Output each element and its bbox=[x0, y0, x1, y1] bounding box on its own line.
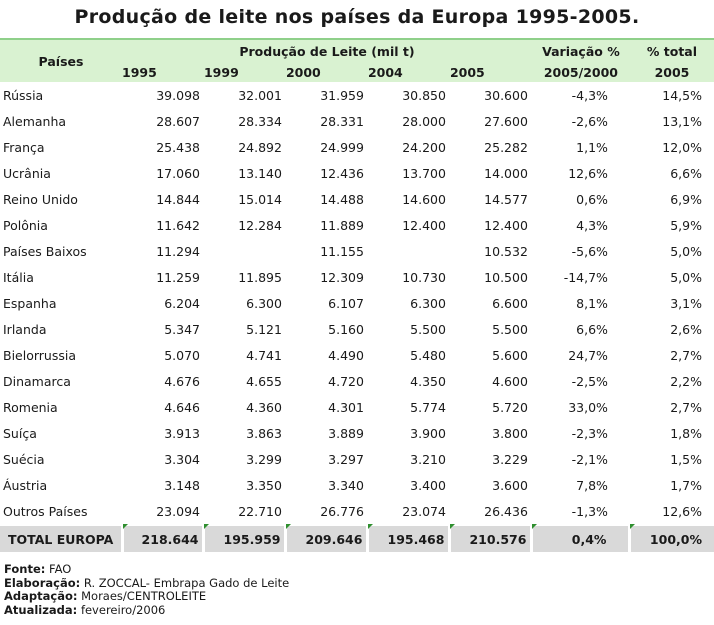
value-2005: 27.600 bbox=[484, 113, 528, 129]
value-2004: 5.774 bbox=[410, 399, 446, 415]
footer-adaptacao-value: Moraes/CENTROLEITE bbox=[81, 589, 207, 603]
value-2000: 11.155 bbox=[320, 243, 364, 259]
table-row bbox=[0, 108, 714, 134]
value-1995: 4.676 bbox=[164, 373, 200, 389]
value-2000: 28.331 bbox=[320, 113, 364, 129]
table-row bbox=[0, 420, 714, 446]
value-2005: 30.600 bbox=[484, 87, 528, 103]
value-1995: 3.913 bbox=[164, 425, 200, 441]
footer-adaptacao-label: Adaptação: bbox=[4, 589, 78, 603]
country-name: Espanha bbox=[3, 295, 57, 311]
page-title: Produção de leite nos países da Europa 1995-2005. bbox=[74, 6, 640, 28]
percent-total-value: 5,9% bbox=[670, 217, 702, 233]
value-2000: 3.297 bbox=[328, 451, 364, 467]
variacao-value: 8,1% bbox=[576, 295, 608, 311]
value-2004: 3.400 bbox=[410, 477, 446, 493]
country-name: Suécia bbox=[3, 451, 45, 467]
value-1995: 25.438 bbox=[156, 139, 200, 155]
country-name: Ucrânia bbox=[3, 165, 51, 181]
value-2000: 6.107 bbox=[328, 295, 364, 311]
value-2005: 10.500 bbox=[484, 269, 528, 285]
footer-fonte bbox=[4, 563, 289, 577]
variacao-value: 4,3% bbox=[576, 217, 608, 233]
footer-elaboracao-value: R. ZOCCAL- Embrapa Gado de Leite bbox=[83, 575, 290, 590]
table-row bbox=[0, 472, 714, 498]
table-row bbox=[0, 498, 714, 525]
value-2004: 10.730 bbox=[402, 269, 446, 285]
value-1995: 3.304 bbox=[164, 451, 200, 467]
value-2004: 24.200 bbox=[402, 139, 446, 155]
value-2000: 4.720 bbox=[328, 373, 364, 389]
value-2004: 5.480 bbox=[410, 347, 446, 363]
total-1995: 218.644 bbox=[122, 525, 204, 552]
total-percent: 100,0% bbox=[630, 525, 714, 552]
table-row bbox=[0, 134, 714, 160]
value-1995: 23.094 bbox=[156, 503, 200, 519]
header-year-1999: 1999 bbox=[204, 62, 286, 82]
total-2004: 195.468 bbox=[368, 525, 450, 552]
variacao-value: -14,7% bbox=[563, 269, 608, 285]
variacao-value: -2,5% bbox=[571, 373, 608, 389]
table-body bbox=[0, 82, 714, 525]
value-2004 bbox=[368, 238, 450, 264]
value-2005: 5.500 bbox=[492, 321, 528, 337]
value-2004: 6.300 bbox=[410, 295, 446, 311]
country-name: Rússia bbox=[3, 87, 44, 103]
variacao-value: -2,6% bbox=[571, 113, 608, 129]
value-1999 bbox=[204, 238, 286, 264]
percent-total-value: 6,9% bbox=[670, 191, 702, 207]
value-2000: 12.309 bbox=[320, 269, 364, 285]
header-producao: Produção de Leite (mil t) bbox=[122, 39, 532, 62]
value-2000: 5.160 bbox=[328, 321, 364, 337]
percent-total-value: 14,5% bbox=[662, 87, 702, 103]
country-name: Dinamarca bbox=[3, 373, 71, 389]
total-label: TOTAL EUROPA bbox=[0, 525, 122, 552]
variacao-value: 12,6% bbox=[568, 165, 608, 181]
variacao-value: 24,7% bbox=[568, 347, 608, 363]
country-name: Alemanha bbox=[3, 113, 67, 129]
country-name: Reino Unido bbox=[3, 191, 78, 207]
value-1999: 15.014 bbox=[238, 191, 282, 207]
value-1995: 4.646 bbox=[164, 399, 200, 415]
value-2000: 11.889 bbox=[320, 217, 364, 233]
variacao-value: 33,0% bbox=[568, 399, 608, 415]
total-2005: 210.576 bbox=[450, 525, 532, 552]
value-2000: 4.490 bbox=[328, 347, 364, 363]
table-header bbox=[0, 39, 714, 82]
header-row-1 bbox=[0, 39, 714, 62]
value-1995: 28.607 bbox=[156, 113, 200, 129]
country-name: Bielorrussia bbox=[3, 347, 76, 363]
header-year-1995: 1995 bbox=[122, 62, 204, 82]
variacao-value: 7,8% bbox=[576, 477, 608, 493]
value-2005: 14.000 bbox=[484, 165, 528, 181]
variacao-value: 0,6% bbox=[576, 191, 608, 207]
header-year-2004: 2004 bbox=[368, 62, 450, 82]
value-2000: 14.488 bbox=[320, 191, 364, 207]
value-2004: 3.210 bbox=[410, 451, 446, 467]
header-variacao-period: 2005/2000 bbox=[532, 62, 630, 82]
footer-notes bbox=[4, 563, 289, 617]
table-row bbox=[0, 264, 714, 290]
percent-total-value: 2,7% bbox=[670, 399, 702, 415]
value-1999: 13.140 bbox=[238, 165, 282, 181]
table-row bbox=[0, 316, 714, 342]
header-total: % total bbox=[630, 39, 714, 62]
value-2000: 3.340 bbox=[328, 477, 364, 493]
value-1995: 6.204 bbox=[164, 295, 200, 311]
milk-production-table bbox=[0, 38, 714, 552]
value-1995: 5.347 bbox=[164, 321, 200, 337]
variacao-value: -2,1% bbox=[571, 451, 608, 467]
value-2005: 5.720 bbox=[492, 399, 528, 415]
value-2005: 12.400 bbox=[484, 217, 528, 233]
value-1999: 4.360 bbox=[246, 399, 282, 415]
value-1999: 6.300 bbox=[246, 295, 282, 311]
footer-elaboracao bbox=[4, 577, 289, 591]
value-2005: 5.600 bbox=[492, 347, 528, 363]
percent-total-value: 1,5% bbox=[670, 451, 702, 467]
value-1999: 5.121 bbox=[246, 321, 282, 337]
value-2000: 31.959 bbox=[320, 87, 364, 103]
percent-total-value: 12,0% bbox=[662, 139, 702, 155]
table-row bbox=[0, 186, 714, 212]
value-1999: 3.350 bbox=[246, 477, 282, 493]
table-row bbox=[0, 160, 714, 186]
value-1999: 3.299 bbox=[246, 451, 282, 467]
value-2000: 3.889 bbox=[328, 425, 364, 441]
table-row bbox=[0, 368, 714, 394]
table-row bbox=[0, 238, 714, 264]
table-row bbox=[0, 446, 714, 472]
header-year-2000: 2000 bbox=[286, 62, 368, 82]
percent-total-value: 1,7% bbox=[670, 477, 702, 493]
value-1995: 5.070 bbox=[164, 347, 200, 363]
table-row bbox=[0, 212, 714, 238]
table-row bbox=[0, 394, 714, 420]
footer-atualizada-value: fevereiro/2006 bbox=[80, 602, 166, 617]
header-variacao: Variação % bbox=[532, 39, 630, 62]
total-variacao: 0,4% bbox=[532, 525, 630, 552]
value-1999: 3.863 bbox=[246, 425, 282, 441]
country-name: Suíça bbox=[3, 425, 37, 441]
percent-total-value: 13,1% bbox=[662, 113, 702, 129]
table-row bbox=[0, 290, 714, 316]
value-1999: 32.001 bbox=[238, 87, 282, 103]
value-2004: 5.500 bbox=[410, 321, 446, 337]
variacao-value: -2,3% bbox=[571, 425, 608, 441]
value-1999: 28.334 bbox=[238, 113, 282, 129]
value-1995: 14.844 bbox=[156, 191, 200, 207]
country-name: Polônia bbox=[3, 217, 48, 233]
value-2005: 3.600 bbox=[492, 477, 528, 493]
value-1999: 4.741 bbox=[246, 347, 282, 363]
variacao-value: 1,1% bbox=[576, 139, 608, 155]
value-2004: 30.850 bbox=[402, 87, 446, 103]
value-2005: 10.532 bbox=[484, 243, 528, 259]
value-1999: 12.284 bbox=[238, 217, 282, 233]
value-2004: 23.074 bbox=[402, 503, 446, 519]
country-name: Itália bbox=[3, 269, 34, 285]
variacao-value: -1,3% bbox=[571, 503, 608, 519]
percent-total-value: 6,6% bbox=[670, 165, 702, 181]
header-total-year: 2005 bbox=[630, 62, 714, 82]
value-1995: 17.060 bbox=[156, 165, 200, 181]
value-2004: 3.900 bbox=[410, 425, 446, 441]
percent-total-value: 5,0% bbox=[670, 269, 702, 285]
value-2004: 4.350 bbox=[410, 373, 446, 389]
variacao-value: -5,6% bbox=[571, 243, 608, 259]
footer-fonte-label: Fonte: bbox=[4, 562, 46, 576]
percent-total-value: 12,6% bbox=[662, 503, 702, 519]
country-name: Países Baixos bbox=[3, 243, 87, 259]
country-name: Irlanda bbox=[3, 321, 47, 337]
value-2005: 26.436 bbox=[484, 503, 528, 519]
value-1999: 11.895 bbox=[238, 269, 282, 285]
value-2005: 4.600 bbox=[492, 373, 528, 389]
country-name: França bbox=[3, 139, 45, 155]
country-name: Outros Países bbox=[3, 503, 88, 519]
value-1995: 3.148 bbox=[164, 477, 200, 493]
table-row bbox=[0, 82, 714, 108]
total-1999: 195.959 bbox=[204, 525, 286, 552]
value-2005: 3.229 bbox=[492, 451, 528, 467]
value-2004: 12.400 bbox=[402, 217, 446, 233]
value-2004: 14.600 bbox=[402, 191, 446, 207]
footer-adaptacao bbox=[4, 590, 289, 604]
value-2005: 14.577 bbox=[484, 191, 528, 207]
percent-total-value: 3,1% bbox=[670, 295, 702, 311]
footer-atualizada-label: Atualizada: bbox=[4, 602, 78, 617]
country-name: Áustria bbox=[3, 477, 48, 493]
value-2000: 4.301 bbox=[328, 399, 364, 415]
total-2000: 209.646 bbox=[286, 525, 368, 552]
percent-total-value: 1,8% bbox=[670, 425, 702, 441]
value-1995: 11.642 bbox=[156, 217, 200, 233]
value-2000: 24.999 bbox=[320, 139, 364, 155]
percent-total-value: 2,6% bbox=[670, 321, 702, 337]
percent-total-value: 5,0% bbox=[670, 243, 702, 259]
value-1999: 22.710 bbox=[238, 503, 282, 519]
value-1999: 24.892 bbox=[238, 139, 282, 155]
value-2004: 28.000 bbox=[402, 113, 446, 129]
value-2005: 6.600 bbox=[492, 295, 528, 311]
variacao-value: 6,6% bbox=[576, 321, 608, 337]
country-name: Romenia bbox=[3, 399, 58, 415]
value-1995: 11.259 bbox=[156, 269, 200, 285]
value-2004: 13.700 bbox=[402, 165, 446, 181]
variacao-value: -4,3% bbox=[571, 87, 608, 103]
footer-fonte-value: FAO bbox=[49, 562, 72, 576]
footer-elaboracao-label: Elaboração: bbox=[4, 575, 81, 590]
value-1999: 4.655 bbox=[246, 373, 282, 389]
table-row bbox=[0, 342, 714, 368]
header-paises: Países bbox=[0, 39, 122, 82]
value-1995: 11.294 bbox=[156, 243, 200, 259]
value-2000: 12.436 bbox=[320, 165, 364, 181]
value-2000: 26.776 bbox=[320, 503, 364, 519]
total-row bbox=[0, 525, 714, 552]
percent-total-value: 2,2% bbox=[670, 373, 702, 389]
value-2005: 3.800 bbox=[492, 425, 528, 441]
value-1995: 39.098 bbox=[156, 87, 200, 103]
header-year-2005: 2005 bbox=[450, 62, 532, 82]
percent-total-value: 2,7% bbox=[670, 347, 702, 363]
value-2005: 25.282 bbox=[484, 139, 528, 155]
footer-atualizada bbox=[4, 604, 289, 618]
